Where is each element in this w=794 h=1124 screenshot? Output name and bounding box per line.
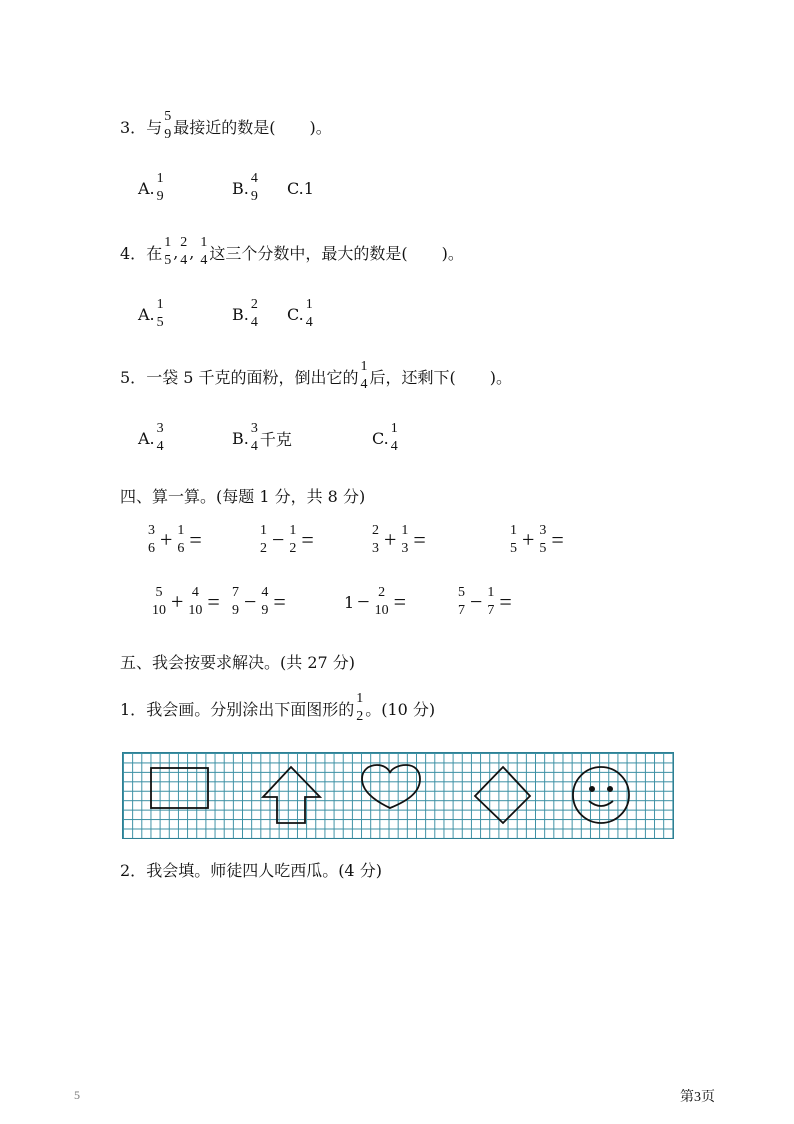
- q3-options: [138, 172, 314, 204]
- question-text: 我会画。分别涂出下面图形的: [146, 699, 355, 719]
- frac-num: 1: [164, 235, 172, 250]
- equals-sign: =: [189, 527, 202, 552]
- frac-den: 4: [360, 377, 368, 392]
- page-number: 第3页: [680, 1090, 715, 1105]
- frac-num: 1: [356, 691, 364, 706]
- frac-den: 10: [152, 603, 166, 618]
- frac-num: 5: [155, 585, 163, 600]
- equals-sign: =: [301, 527, 314, 552]
- q5-post: 后，还剩下(: [369, 367, 456, 387]
- option-unit: 千克: [259, 429, 292, 449]
- frac-den: 4: [390, 439, 398, 454]
- whole-number: 1: [344, 592, 355, 612]
- frac-num: 1: [390, 421, 398, 436]
- option-label: B.: [232, 304, 249, 324]
- q4-option-b[interactable]: [232, 298, 287, 330]
- calc-row-2: [150, 586, 515, 618]
- frac-den: 10: [188, 603, 203, 618]
- arrow-shape: [263, 767, 320, 823]
- q5-end: )。: [489, 367, 513, 387]
- option-label: B.: [232, 428, 249, 448]
- frac-den: 7: [458, 603, 465, 618]
- question-number: 2．: [120, 861, 147, 880]
- option-fraction: [250, 172, 259, 204]
- frac-den: 9: [232, 603, 239, 618]
- option-label: B.: [232, 178, 249, 198]
- q4-number: 4．: [120, 243, 147, 263]
- frac-num: 1: [360, 359, 368, 374]
- operator: +: [384, 527, 397, 552]
- frac-num: 3: [250, 421, 258, 436]
- heart-shape: [362, 765, 420, 808]
- option-fraction: [156, 172, 165, 204]
- q3-option-a[interactable]: [138, 172, 232, 204]
- frac-den: 9: [250, 189, 258, 204]
- equals-sign: =: [499, 589, 512, 614]
- frac-num: 7: [232, 585, 239, 600]
- question-text: 。(10 分): [365, 699, 436, 719]
- operator: +: [171, 589, 184, 614]
- frac-num: 3: [539, 523, 547, 538]
- frac-den: 7: [487, 603, 495, 618]
- frac-den: 3: [372, 541, 379, 556]
- option-fraction: [305, 298, 314, 330]
- frac-num: 5: [458, 585, 465, 600]
- operator: −: [357, 589, 370, 614]
- frac-den: 3: [401, 541, 409, 556]
- frac-den: 5: [539, 541, 547, 556]
- square-shape: [151, 768, 208, 808]
- frac-den: 4: [250, 315, 258, 330]
- section-5-question-1: [120, 692, 435, 724]
- q4-fraction-1: [163, 236, 172, 268]
- frac-num: 4: [261, 585, 269, 600]
- frac-den: 5: [156, 315, 164, 330]
- option-label: A.: [138, 304, 155, 324]
- question-4: [120, 236, 464, 268]
- option-label: A.: [138, 178, 155, 198]
- frac-num: 1: [305, 297, 313, 312]
- q4-options: [138, 298, 315, 330]
- frac-den: 2: [356, 709, 364, 724]
- frac-num: 1: [401, 523, 409, 538]
- option-label: A.: [138, 428, 155, 448]
- q3-post: 最接近的数是(: [173, 117, 276, 137]
- frac-num: 2: [372, 523, 379, 538]
- frac-num: 2: [180, 235, 188, 250]
- q4-post: 这三个分数中，最大的数是(: [209, 243, 408, 263]
- option-fraction: [156, 298, 165, 330]
- option-label: C.: [287, 304, 304, 324]
- equals-sign: =: [413, 527, 426, 552]
- frac-den: 4: [305, 315, 313, 330]
- q3-pre: 与: [146, 117, 163, 137]
- q5-pre: 一袋 5 千克的面粉，倒出它的: [146, 367, 359, 387]
- question-text: 我会填。师徒四人吃西瓜。(4 分): [146, 861, 382, 880]
- frac-den: 6: [177, 541, 185, 556]
- section-5-title: 五、我会按要求解决。(共 27 分): [120, 653, 356, 672]
- shapes-canvas: [123, 753, 673, 838]
- question-fraction: [355, 692, 364, 724]
- frac-num: 1: [156, 171, 164, 186]
- frac-num: 1: [200, 235, 208, 250]
- q4-end: )。: [441, 243, 464, 263]
- question-3: [120, 110, 332, 142]
- q4-option-c[interactable]: [287, 298, 315, 330]
- frac-num: 1: [156, 297, 164, 312]
- frac-den: 9: [156, 189, 164, 204]
- option-fraction: [250, 298, 259, 330]
- q4-pre: 在: [146, 243, 163, 263]
- equals-sign: =: [273, 589, 286, 614]
- smiley-shape: [573, 767, 629, 823]
- operator: +: [160, 527, 173, 552]
- equals-sign: =: [393, 589, 407, 614]
- frac-num: 1: [487, 585, 495, 600]
- frac-num: 4: [191, 585, 199, 600]
- footer-left-mark: 5: [74, 1088, 80, 1102]
- q4-fraction-2: [179, 236, 188, 268]
- q5-option-b[interactable]: [232, 422, 372, 454]
- frac-den: 2: [260, 541, 267, 556]
- option-fraction: [250, 422, 259, 454]
- frac-den: 5: [164, 253, 172, 268]
- option-fraction: [390, 422, 399, 454]
- section-4-title: 四、算一算。(每题 1 分，共 8 分): [120, 487, 366, 506]
- calc-item[interactable]: [370, 524, 508, 556]
- calc-item[interactable]: [508, 524, 567, 556]
- frac-den: 4: [156, 439, 164, 454]
- q5-number: 5．: [120, 367, 147, 387]
- q4-separator: ,: [173, 242, 179, 262]
- q3-number: 3．: [120, 117, 147, 137]
- option-label: C.: [372, 428, 389, 448]
- frac-num: 1: [289, 523, 297, 538]
- q3-frac-den: 9: [164, 127, 172, 142]
- section-5-question-2: [120, 858, 382, 881]
- frac-den: 4: [250, 439, 258, 454]
- q5-option-c[interactable]: [372, 422, 400, 454]
- calc-item[interactable]: [258, 524, 370, 556]
- q5-options: [138, 422, 400, 454]
- frac-den: 5: [510, 541, 517, 556]
- q4-fraction-3: [199, 236, 208, 268]
- frac-den: 4: [200, 253, 208, 268]
- q4-separator: ,: [189, 242, 195, 262]
- q4-option-a[interactable]: [138, 298, 232, 330]
- frac-num: 3: [148, 523, 155, 538]
- equals-sign: =: [207, 589, 220, 614]
- calc-item[interactable]: [456, 586, 515, 618]
- frac-num: 2: [250, 297, 258, 312]
- calc-row-1: [146, 524, 567, 556]
- operator: +: [522, 527, 535, 552]
- frac-num: 4: [250, 171, 258, 186]
- calc-item[interactable]: [146, 524, 258, 556]
- q3-end: )。: [309, 117, 332, 137]
- option-fraction: [156, 422, 165, 454]
- frac-den: 4: [180, 253, 188, 268]
- frac-num: 1: [510, 523, 517, 538]
- frac-num: 1: [260, 523, 267, 538]
- q3-fraction: [163, 110, 172, 142]
- operator: −: [244, 589, 257, 614]
- q5-fraction: [360, 360, 369, 392]
- question-number: 1．: [120, 699, 147, 719]
- q3-frac-num: 5: [164, 109, 172, 124]
- calc-item[interactable]: [344, 586, 456, 618]
- calc-item[interactable]: [230, 586, 344, 618]
- frac-num: 2: [378, 585, 386, 600]
- q5-option-a[interactable]: [138, 422, 232, 454]
- frac-den: 10: [374, 603, 389, 618]
- frac-den: 6: [148, 541, 155, 556]
- frac-num: 1: [177, 523, 185, 538]
- calc-item[interactable]: [150, 586, 230, 618]
- operator: −: [470, 589, 483, 614]
- q3-option-b[interactable]: [232, 172, 287, 204]
- drawing-grid[interactable]: [122, 752, 674, 839]
- question-5: [120, 360, 512, 392]
- frac-den: 9: [261, 603, 269, 618]
- diamond-shape: [475, 767, 530, 823]
- frac-num: 3: [156, 421, 164, 436]
- operator: −: [272, 527, 285, 552]
- frac-den: 2: [289, 541, 297, 556]
- equals-sign: =: [551, 527, 564, 552]
- q3-option-c[interactable]: C.1: [287, 178, 314, 198]
